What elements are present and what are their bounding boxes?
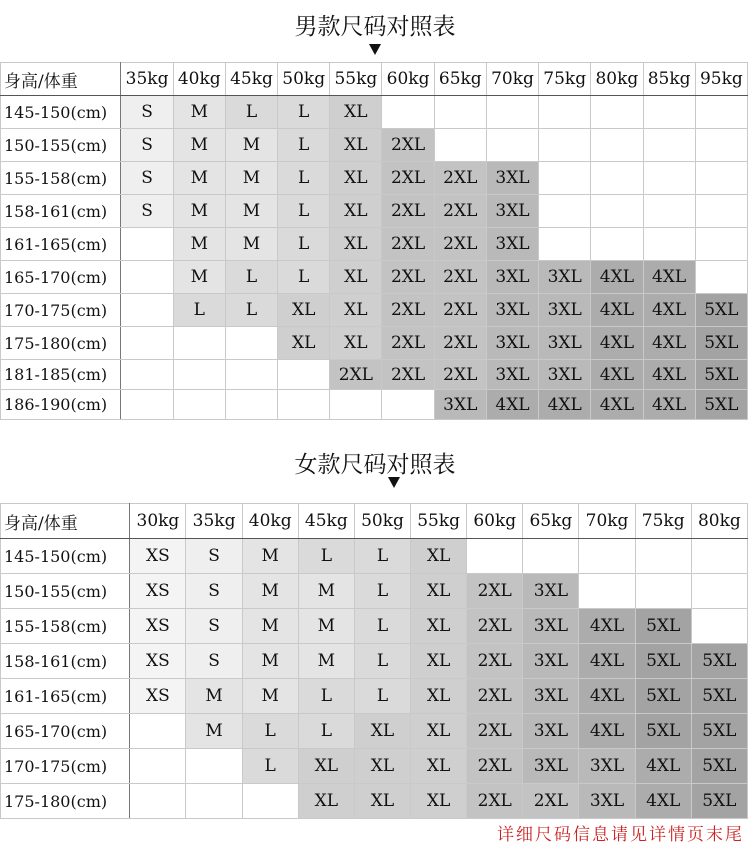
weight-header: 60kg (467, 504, 523, 539)
size-cell (121, 390, 173, 420)
size-cell: S (186, 644, 242, 679)
size-cell (695, 228, 747, 261)
size-cell: 4XL (591, 327, 643, 360)
size-cell: M (173, 129, 225, 162)
size-cell: 3XL (434, 390, 486, 420)
size-cell: M (173, 162, 225, 195)
size-cell: XL (298, 784, 354, 819)
size-cell: 3XL (486, 294, 538, 327)
size-cell (591, 228, 643, 261)
size-cell: XL (354, 749, 410, 784)
size-cell: L (278, 162, 330, 195)
size-cell: XS (130, 644, 186, 679)
size-cell: M (173, 261, 225, 294)
size-cell: XS (130, 539, 186, 574)
size-cell (523, 539, 579, 574)
size-cell: 2XL (382, 294, 434, 327)
size-cell: L (354, 644, 410, 679)
size-cell: XL (278, 294, 330, 327)
size-cell: 4XL (591, 360, 643, 390)
size-cell: XL (330, 162, 382, 195)
size-cell (486, 96, 538, 129)
size-cell: 4XL (579, 644, 635, 679)
size-cell: M (242, 679, 298, 714)
size-cell (225, 390, 277, 420)
size-cell: XL (411, 539, 467, 574)
weight-header: 55kg (411, 504, 467, 539)
height-label: 145-150(cm) (1, 539, 130, 574)
size-cell (382, 96, 434, 129)
size-cell: 5XL (691, 714, 747, 749)
size-cell: M (225, 228, 277, 261)
size-cell: L (278, 129, 330, 162)
size-cell: M (242, 539, 298, 574)
size-cell: 3XL (539, 360, 591, 390)
height-label: 155-158(cm) (1, 162, 121, 195)
size-cell: 3XL (523, 679, 579, 714)
size-cell: 2XL (382, 228, 434, 261)
size-cell: 4XL (539, 390, 591, 420)
size-cell: M (225, 129, 277, 162)
size-cell: XL (330, 96, 382, 129)
size-cell: 2XL (434, 195, 486, 228)
header-row (1, 504, 748, 539)
weight-header: 80kg (591, 63, 643, 96)
weight-header: 40kg (173, 63, 225, 96)
size-cell: 4XL (643, 294, 695, 327)
size-cell: L (278, 261, 330, 294)
size-cell: S (121, 129, 173, 162)
size-cell (591, 129, 643, 162)
table-row (1, 129, 748, 162)
size-cell (121, 360, 173, 390)
size-cell: 4XL (643, 390, 695, 420)
size-cell: 5XL (691, 749, 747, 784)
size-cell (691, 609, 747, 644)
table-row (1, 195, 748, 228)
size-cell: 2XL (382, 162, 434, 195)
size-cell: 4XL (486, 390, 538, 420)
size-cell: 3XL (579, 784, 635, 819)
size-cell: 5XL (635, 609, 691, 644)
table-row (1, 228, 748, 261)
height-label: 170-175(cm) (1, 749, 130, 784)
size-cell (591, 96, 643, 129)
women-size-table (0, 503, 748, 819)
size-cell: M (173, 96, 225, 129)
size-cell: 4XL (643, 327, 695, 360)
table-row (1, 162, 748, 195)
size-cell: M (173, 228, 225, 261)
height-label: 145-150(cm) (1, 96, 121, 129)
size-cell: XL (411, 574, 467, 609)
size-cell (278, 360, 330, 390)
size-cell: 4XL (643, 261, 695, 294)
size-cell: 2XL (382, 327, 434, 360)
size-cell: M (242, 609, 298, 644)
size-cell: XL (411, 749, 467, 784)
table-row (1, 679, 748, 714)
size-cell: 2XL (382, 261, 434, 294)
size-cell: XL (411, 784, 467, 819)
size-cell: 3XL (486, 228, 538, 261)
height-label: 170-175(cm) (1, 294, 121, 327)
table-row (1, 327, 748, 360)
size-cell: L (278, 195, 330, 228)
size-cell: M (173, 195, 225, 228)
size-cell (225, 327, 277, 360)
height-label: 175-180(cm) (1, 327, 121, 360)
height-label: 161-165(cm) (1, 679, 130, 714)
size-cell: L (225, 96, 277, 129)
size-cell: XL (330, 228, 382, 261)
table-row (1, 784, 748, 819)
size-cell: 2XL (467, 714, 523, 749)
size-cell: 3XL (486, 195, 538, 228)
size-cell: M (298, 574, 354, 609)
weight-header: 35kg (121, 63, 173, 96)
table-row (1, 644, 748, 679)
size-cell: 4XL (635, 784, 691, 819)
size-cell (173, 390, 225, 420)
table-row (1, 261, 748, 294)
height-label: 165-170(cm) (1, 261, 121, 294)
height-label: 186-190(cm) (1, 390, 121, 420)
women-down-arrow-icon (388, 477, 400, 488)
size-cell: 5XL (695, 327, 747, 360)
weight-header: 45kg (298, 504, 354, 539)
size-cell: 5XL (695, 360, 747, 390)
size-cell (539, 129, 591, 162)
size-cell (643, 195, 695, 228)
size-cell (691, 574, 747, 609)
size-cell: 2XL (467, 784, 523, 819)
size-cell: 4XL (635, 749, 691, 784)
size-cell (330, 390, 382, 420)
size-cell (539, 162, 591, 195)
size-cell (130, 749, 186, 784)
size-cell: 3XL (486, 162, 538, 195)
table-row (1, 96, 748, 129)
size-cell (121, 327, 173, 360)
size-cell (225, 360, 277, 390)
weight-header: 70kg (486, 63, 538, 96)
size-cell: XL (411, 714, 467, 749)
size-cell (643, 228, 695, 261)
size-cell (121, 261, 173, 294)
size-cell: L (242, 749, 298, 784)
height-label: 158-161(cm) (1, 195, 121, 228)
corner-label: 身高/体重 (1, 63, 121, 96)
size-cell: L (242, 714, 298, 749)
men-down-arrow-icon (369, 44, 381, 55)
size-cell: 4XL (579, 609, 635, 644)
size-cell: 3XL (486, 327, 538, 360)
table-row (1, 390, 748, 420)
size-cell: S (121, 96, 173, 129)
size-cell (130, 784, 186, 819)
weight-header: 45kg (225, 63, 277, 96)
size-cell: XL (330, 294, 382, 327)
weight-header: 40kg (242, 504, 298, 539)
size-cell: S (186, 609, 242, 644)
size-cell: XL (411, 679, 467, 714)
size-cell: M (242, 644, 298, 679)
size-cell: 2XL (467, 609, 523, 644)
size-cell (539, 195, 591, 228)
size-cell (643, 96, 695, 129)
weight-header: 65kg (523, 504, 579, 539)
size-cell: 2XL (434, 162, 486, 195)
size-cell: 4XL (643, 360, 695, 390)
weight-header: 75kg (539, 63, 591, 96)
weight-header: 50kg (278, 63, 330, 96)
size-cell (539, 228, 591, 261)
size-cell: 3XL (523, 609, 579, 644)
weight-header: 65kg (434, 63, 486, 96)
size-cell: XL (411, 644, 467, 679)
size-cell (121, 228, 173, 261)
size-cell: XL (298, 749, 354, 784)
size-cell: 4XL (591, 390, 643, 420)
height-label: 181-185(cm) (1, 360, 121, 390)
size-cell (579, 574, 635, 609)
size-cell: 3XL (539, 327, 591, 360)
size-cell: 4XL (591, 294, 643, 327)
height-label: 150-155(cm) (1, 574, 130, 609)
footer-note: 详细尺码信息请见详情页末尾 (497, 825, 744, 845)
weight-header: 50kg (354, 504, 410, 539)
size-cell: 4XL (579, 714, 635, 749)
size-cell (467, 539, 523, 574)
size-cell: 2XL (523, 784, 579, 819)
height-label: 150-155(cm) (1, 129, 121, 162)
size-cell: 2XL (382, 129, 434, 162)
size-cell: 5XL (691, 644, 747, 679)
table-row (1, 539, 748, 574)
size-cell: 5XL (635, 644, 691, 679)
size-cell (539, 96, 591, 129)
weight-header: 85kg (643, 63, 695, 96)
size-cell (130, 714, 186, 749)
size-cell: L (278, 96, 330, 129)
size-cell: M (186, 714, 242, 749)
height-label: 158-161(cm) (1, 644, 130, 679)
size-cell: 2XL (467, 749, 523, 784)
size-cell: L (354, 574, 410, 609)
size-cell: XL (411, 609, 467, 644)
size-cell (186, 749, 242, 784)
size-cell: S (121, 162, 173, 195)
size-cell: 2XL (434, 360, 486, 390)
size-cell: 3XL (486, 261, 538, 294)
size-cell (382, 390, 434, 420)
size-cell: M (298, 644, 354, 679)
size-cell: L (298, 679, 354, 714)
size-cell: 2XL (467, 644, 523, 679)
size-cell: 5XL (635, 714, 691, 749)
size-cell: 5XL (691, 679, 747, 714)
weight-header: 60kg (382, 63, 434, 96)
size-cell: L (354, 539, 410, 574)
size-cell: XL (330, 327, 382, 360)
size-cell (173, 327, 225, 360)
size-cell (278, 390, 330, 420)
size-cell: L (225, 261, 277, 294)
size-cell: XL (354, 714, 410, 749)
size-cell: 3XL (523, 749, 579, 784)
weight-header: 70kg (579, 504, 635, 539)
size-cell (695, 195, 747, 228)
size-cell: XL (330, 195, 382, 228)
size-cell: XL (330, 129, 382, 162)
size-cell (121, 294, 173, 327)
size-cell: XS (130, 609, 186, 644)
size-cell: XL (278, 327, 330, 360)
table-row (1, 714, 748, 749)
size-cell: L (225, 294, 277, 327)
size-cell: 5XL (691, 784, 747, 819)
size-cell: S (186, 539, 242, 574)
size-cell: 3XL (579, 749, 635, 784)
size-cell (643, 162, 695, 195)
size-cell (486, 129, 538, 162)
size-cell (434, 129, 486, 162)
size-cell: XL (330, 261, 382, 294)
size-cell (173, 360, 225, 390)
size-cell: 3XL (539, 294, 591, 327)
size-cell: L (354, 609, 410, 644)
size-cell: 3XL (523, 574, 579, 609)
size-cell: 2XL (467, 679, 523, 714)
height-label: 175-180(cm) (1, 784, 130, 819)
size-cell: 2XL (434, 261, 486, 294)
size-cell (591, 162, 643, 195)
size-cell (434, 96, 486, 129)
height-label: 155-158(cm) (1, 609, 130, 644)
size-cell (591, 195, 643, 228)
size-cell (695, 96, 747, 129)
size-cell: L (354, 679, 410, 714)
size-cell: 5XL (695, 294, 747, 327)
height-label: 161-165(cm) (1, 228, 121, 261)
table-row (1, 294, 748, 327)
size-cell: 4XL (579, 679, 635, 714)
size-cell: 2XL (330, 360, 382, 390)
size-cell: XS (130, 574, 186, 609)
size-cell: 2XL (434, 228, 486, 261)
size-cell (579, 539, 635, 574)
size-cell: L (298, 714, 354, 749)
size-cell: 5XL (635, 679, 691, 714)
size-cell: M (242, 574, 298, 609)
table-row (1, 749, 748, 784)
size-cell: L (298, 539, 354, 574)
men-title: 男款尺码对照表 (294, 14, 456, 40)
size-cell: M (225, 195, 277, 228)
size-cell: 2XL (382, 195, 434, 228)
weight-header: 55kg (330, 63, 382, 96)
size-cell: 3XL (523, 714, 579, 749)
women-title: 女款尺码对照表 (294, 452, 456, 478)
size-cell (186, 784, 242, 819)
size-cell: S (121, 195, 173, 228)
height-label: 165-170(cm) (1, 714, 130, 749)
weight-header: 30kg (130, 504, 186, 539)
men-size-table (0, 62, 748, 420)
size-cell: S (186, 574, 242, 609)
table-row (1, 574, 748, 609)
size-cell: L (278, 228, 330, 261)
table-row (1, 360, 748, 390)
size-cell: 5XL (695, 390, 747, 420)
size-cell (635, 574, 691, 609)
header-row (1, 63, 748, 96)
size-cell: 3XL (539, 261, 591, 294)
size-cell (695, 129, 747, 162)
size-cell (695, 261, 747, 294)
size-cell (691, 539, 747, 574)
weight-header: 95kg (695, 63, 747, 96)
size-cell: 2XL (382, 360, 434, 390)
table-row (1, 609, 748, 644)
weight-header: 35kg (186, 504, 242, 539)
corner-label: 身高/体重 (1, 504, 130, 539)
size-cell (635, 539, 691, 574)
size-cell: 2XL (434, 294, 486, 327)
size-cell: L (173, 294, 225, 327)
size-cell: 3XL (523, 644, 579, 679)
size-cell: M (186, 679, 242, 714)
size-cell: XS (130, 679, 186, 714)
size-cell: XL (354, 784, 410, 819)
size-cell: M (298, 609, 354, 644)
size-cell (242, 784, 298, 819)
size-cell (643, 129, 695, 162)
size-cell: 2XL (434, 327, 486, 360)
weight-header: 80kg (691, 504, 747, 539)
size-cell: M (225, 162, 277, 195)
weight-header: 75kg (635, 504, 691, 539)
size-cell: 3XL (486, 360, 538, 390)
size-cell: 4XL (591, 261, 643, 294)
size-cell (695, 162, 747, 195)
size-cell: 2XL (467, 574, 523, 609)
